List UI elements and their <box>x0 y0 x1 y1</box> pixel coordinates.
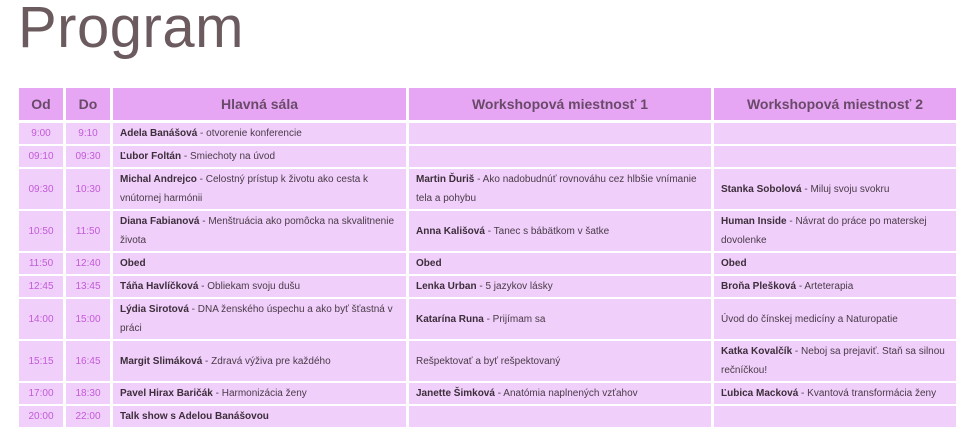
session-workshop-1 <box>409 169 711 211</box>
session-topic: - Harmonizácia ženy <box>212 388 307 399</box>
speaker-name: Táňa Havlíčková <box>120 281 199 292</box>
speaker-name: Diana Fabianová <box>120 216 200 227</box>
session-topic: - Anatómia naplnených vzťahov <box>494 388 638 399</box>
session-topic: - Smiechoty na úvod <box>181 151 276 162</box>
session-topic: - Obliekam svoju dušu <box>198 281 301 292</box>
end-time: 18:30 <box>66 383 110 406</box>
column-header-workshop-1: Workshopová miestnosť 1 <box>409 88 711 123</box>
session-workshop-2 <box>714 276 956 299</box>
end-time: 16:45 <box>66 341 110 383</box>
end-time: 09:30 <box>66 146 110 169</box>
speaker-name: Pavel Hirax Baričák <box>120 388 213 399</box>
table-header-row <box>19 88 956 123</box>
column-header-hlavna-sala: Hlavná sála <box>113 88 406 123</box>
session-workshop-1 <box>409 253 711 276</box>
session-hlavna-sala <box>113 406 406 429</box>
end-time: 10:30 <box>66 169 110 211</box>
table-row <box>19 341 956 383</box>
session-workshop-1 <box>409 341 711 383</box>
speaker-name: Martin Ďuriš <box>416 174 475 185</box>
session-hlavna-sala <box>113 211 406 253</box>
program-table <box>16 88 959 429</box>
session-hlavna-sala <box>113 169 406 211</box>
session-topic: - DNA ženského úspechu a ako byť šťastná v práci <box>120 304 393 334</box>
table-row <box>19 169 956 211</box>
table-row <box>19 253 956 276</box>
speaker-name: Ľubica Macková <box>721 388 799 399</box>
session-workshop-2 <box>714 341 956 383</box>
session-topic: - Ako nadobudnúť rovnováhu cez hlbšie vnímanie tela a pohybu <box>416 174 697 204</box>
column-header-od: Od <box>19 88 63 123</box>
speaker-name: Ľubor Foltán <box>120 151 182 162</box>
table-row <box>19 146 956 169</box>
start-time: 20:00 <box>19 406 63 429</box>
speaker-name: Lenka Urban <box>416 281 477 292</box>
session-hlavna-sala <box>113 341 406 383</box>
session-topic: - 5 jazykov lásky <box>476 281 553 292</box>
page-title: Program <box>18 0 244 60</box>
session-topic: - Návrat do práce po materskej dovolenke <box>721 216 927 246</box>
speaker-name: Talk show s Adelou Banášovou <box>120 411 269 422</box>
end-time: 22:00 <box>66 406 110 429</box>
session-topic: Úvod do čínskej medicíny a Naturopatie <box>721 313 898 325</box>
speaker-name: Broňa Plešková <box>721 281 797 292</box>
session-workshop-2 <box>714 383 956 406</box>
end-time: 9:10 <box>66 123 110 146</box>
session-topic: - Prijímam sa <box>483 313 546 325</box>
session-topic: - Menštruácia ako pomôcka na skvalitnenie života <box>120 216 395 246</box>
session-hlavna-sala <box>113 276 406 299</box>
end-time: 15:00 <box>66 299 110 341</box>
session-workshop-1 <box>409 146 711 169</box>
speaker-name: Adela Banášová <box>120 128 198 139</box>
start-time: 15:15 <box>19 341 63 383</box>
session-workshop-1 <box>409 299 711 341</box>
session-topic: - otvorenie konferencie <box>197 128 302 139</box>
speaker-name: Obed <box>120 258 146 269</box>
session-hlavna-sala <box>113 299 406 341</box>
session-workshop-1 <box>409 123 711 146</box>
session-topic: Rešpektovať a byť rešpektovaný <box>416 355 561 367</box>
start-time: 11:50 <box>19 253 63 276</box>
session-workshop-1 <box>409 383 711 406</box>
session-workshop-2 <box>714 146 956 169</box>
session-workshop-2 <box>714 211 956 253</box>
table-row <box>19 123 956 146</box>
start-time: 09:10 <box>19 146 63 169</box>
session-hlavna-sala <box>113 383 406 406</box>
session-topic: - Kvantová transformácia ženy <box>798 388 937 399</box>
session-workshop-2 <box>714 253 956 276</box>
speaker-name: Katka Kovalčík <box>721 346 793 357</box>
session-hlavna-sala <box>113 146 406 169</box>
end-time: 13:45 <box>66 276 110 299</box>
session-topic: - Celostný prístup k životu ako cesta k vnútornej harmónii <box>120 174 369 204</box>
speaker-name: Anna Kališová <box>416 225 485 237</box>
session-workshop-2 <box>714 299 956 341</box>
speaker-name: Obed <box>416 258 442 269</box>
speaker-name: Obed <box>721 258 747 269</box>
speaker-name: Katarína Runa <box>416 313 484 325</box>
end-time: 12:40 <box>66 253 110 276</box>
session-workshop-2 <box>714 406 956 429</box>
session-workshop-2 <box>714 169 956 211</box>
speaker-name: Janette Šimková <box>416 388 495 399</box>
session-topic: - Arteterapia <box>796 281 854 292</box>
speaker-name: Lýdia Sirotová <box>120 304 189 315</box>
table-row <box>19 299 956 341</box>
session-hlavna-sala <box>113 253 406 276</box>
session-workshop-1 <box>409 276 711 299</box>
start-time: 10:50 <box>19 211 63 253</box>
start-time: 09:30 <box>19 169 63 211</box>
table-row <box>19 406 956 429</box>
session-topic: - Neboj sa prejaviť. Staň sa silnou rečníčkou! <box>721 346 945 376</box>
table-row <box>19 383 956 406</box>
table-row <box>19 211 956 253</box>
speaker-name: Michal Andrejco <box>120 174 197 185</box>
table-row <box>19 276 956 299</box>
speaker-name: Stanka Sobolová <box>721 183 802 195</box>
end-time: 11:50 <box>66 211 110 253</box>
session-topic: - Miluj svoju svokru <box>801 183 890 195</box>
start-time: 12:45 <box>19 276 63 299</box>
start-time: 9:00 <box>19 123 63 146</box>
session-hlavna-sala <box>113 123 406 146</box>
program-table-container <box>16 88 956 429</box>
speaker-name: Human Inside <box>721 216 787 227</box>
speaker-name: Margit Slimáková <box>120 355 203 367</box>
column-header-do: Do <box>66 88 110 123</box>
start-time: 17:00 <box>19 383 63 406</box>
session-topic: - Tanec s bábätkom v šatke <box>484 225 610 237</box>
session-workshop-2 <box>714 123 956 146</box>
column-header-workshop-2: Workshopová miestnosť 2 <box>714 88 956 123</box>
start-time: 14:00 <box>19 299 63 341</box>
session-topic: - Zdravá výživa pre každého <box>202 355 331 367</box>
session-workshop-1 <box>409 406 711 429</box>
session-workshop-1 <box>409 211 711 253</box>
